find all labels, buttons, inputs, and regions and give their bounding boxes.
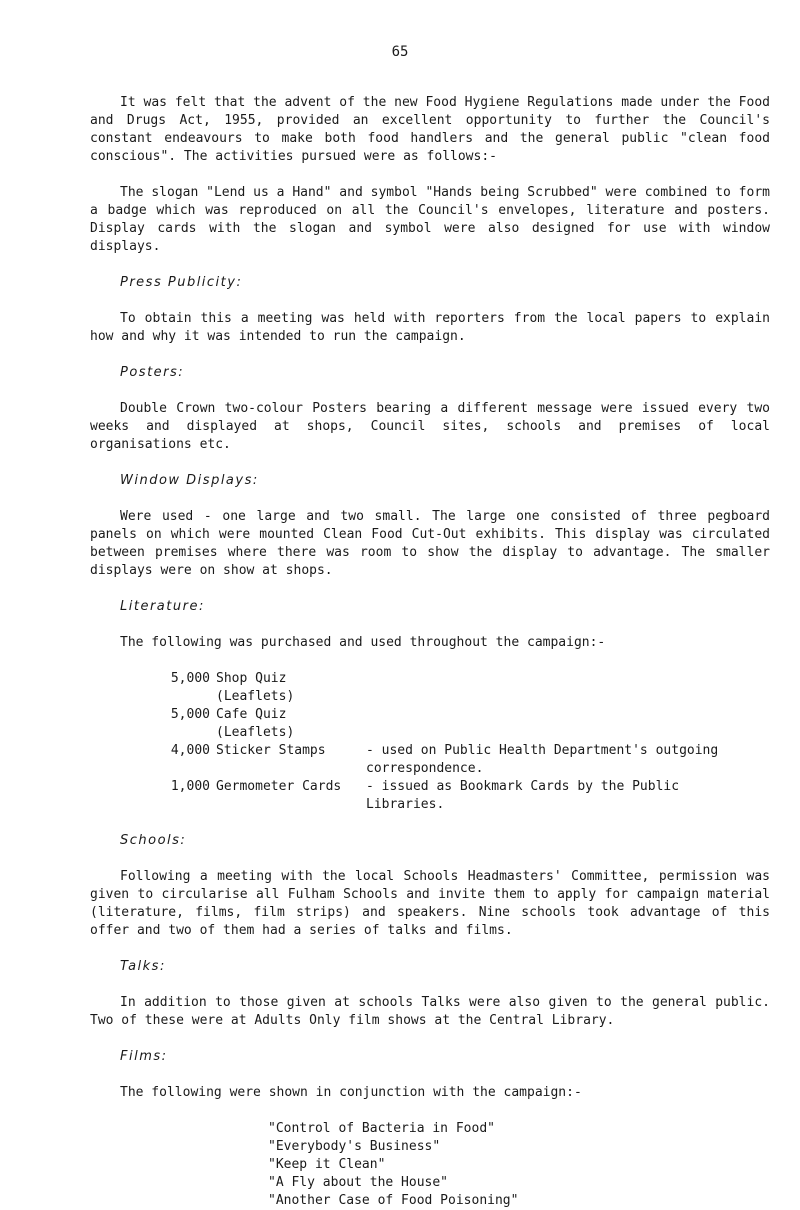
window-displays-text: Were used - one large and two small. The large one consisted of three pegboard panels on which were mounted Clean Food Cut-Out exhibits. This display was circulated between premises where there was room to show the display to advantage. The smaller displays were on show at shops. (90, 509, 770, 578)
schools-heading: Schools: (120, 833, 187, 848)
literature-note (366, 670, 770, 706)
literature-quantity: 5,000 (170, 707, 210, 722)
list-item (90, 670, 770, 706)
literature-quantity: 4,000 (170, 743, 210, 758)
page-number: 65 (391, 44, 409, 60)
literature-quantity: 5,000 (170, 671, 210, 686)
literature-item: Cafe Quiz (Leaflets) (216, 707, 295, 740)
schools-text: Following a meeting with the local Schools Headmasters' Committee, permission was given to circularise all Fulham Schools and invite them to apply for campaign material (literature, films, film strips) and speakers. Nine schools took advantage of this offer and two of them had a series of talks and films. (90, 869, 770, 938)
literature-quantity: 1,000 (170, 779, 210, 794)
press-publicity-heading: Press Publicity: (120, 275, 243, 290)
document-body (90, 94, 770, 1210)
film-title: "Everybody's Business" (268, 1139, 441, 1154)
literature-note: - used on Public Health Department's outgoing correspondence. (366, 743, 719, 776)
window-displays-heading: Window Displays: (120, 473, 259, 488)
films-list (90, 1120, 770, 1210)
film-title: "Control of Bacteria in Food" (268, 1121, 495, 1136)
literature-item: Sticker Stamps (216, 743, 326, 758)
list-item (90, 706, 770, 742)
press-publicity-text: To obtain this a meeting was held with reporters from the local papers to explain how and why it was intended to run the campaign. (90, 311, 770, 344)
list-item (90, 742, 770, 778)
film-title: "Another Case of Food Poisoning" (268, 1193, 519, 1208)
film-title: "A Fly about the House" (268, 1175, 449, 1190)
literature-item: Germometer Cards (216, 779, 342, 794)
list-item (90, 778, 770, 814)
films-text: The following were shown in conjunction with the campaign:- (120, 1085, 582, 1100)
literature-list (90, 670, 770, 814)
posters-text: Double Crown two-colour Posters bearing a different message were issued every two weeks and displayed at shops, Council sites, schools and premises of local organisations etc. (90, 401, 770, 452)
literature-item: Shop Quiz (Leaflets) (216, 671, 295, 704)
literature-heading: Literature: (120, 599, 205, 614)
posters-heading: Posters: (120, 365, 185, 380)
literature-text: The following was purchased and used throughout the campaign:- (120, 635, 606, 650)
literature-note: - issued as Bookmark Cards by the Public Libraries. (366, 779, 680, 812)
talks-heading: Talks: (120, 959, 166, 974)
film-title: "Keep it Clean" (268, 1157, 386, 1172)
literature-note (366, 706, 770, 742)
intro-paragraph: It was felt that the advent of the new Food Hygiene Regulations made under the Food and Drugs Act, 1955, provided an excellent opportunity to further the Council's constant endeavours to make both food handlers and the general public "clean food conscious". The activities pursued were as follows:- (90, 95, 770, 164)
films-heading: Films: (120, 1049, 168, 1064)
talks-text: In addition to those given at schools Talks were also given to the general public. Two of these were at Adults Only film shows at the Central Library. (90, 995, 770, 1028)
slogan-paragraph: The slogan "Lend us a Hand" and symbol "Hands being Scrubbed" were combined to form a badge which was reproduced on all the Council's envelopes, literature and posters. Display cards with the slogan and symbol were also designed for use with window displays. (90, 185, 770, 254)
